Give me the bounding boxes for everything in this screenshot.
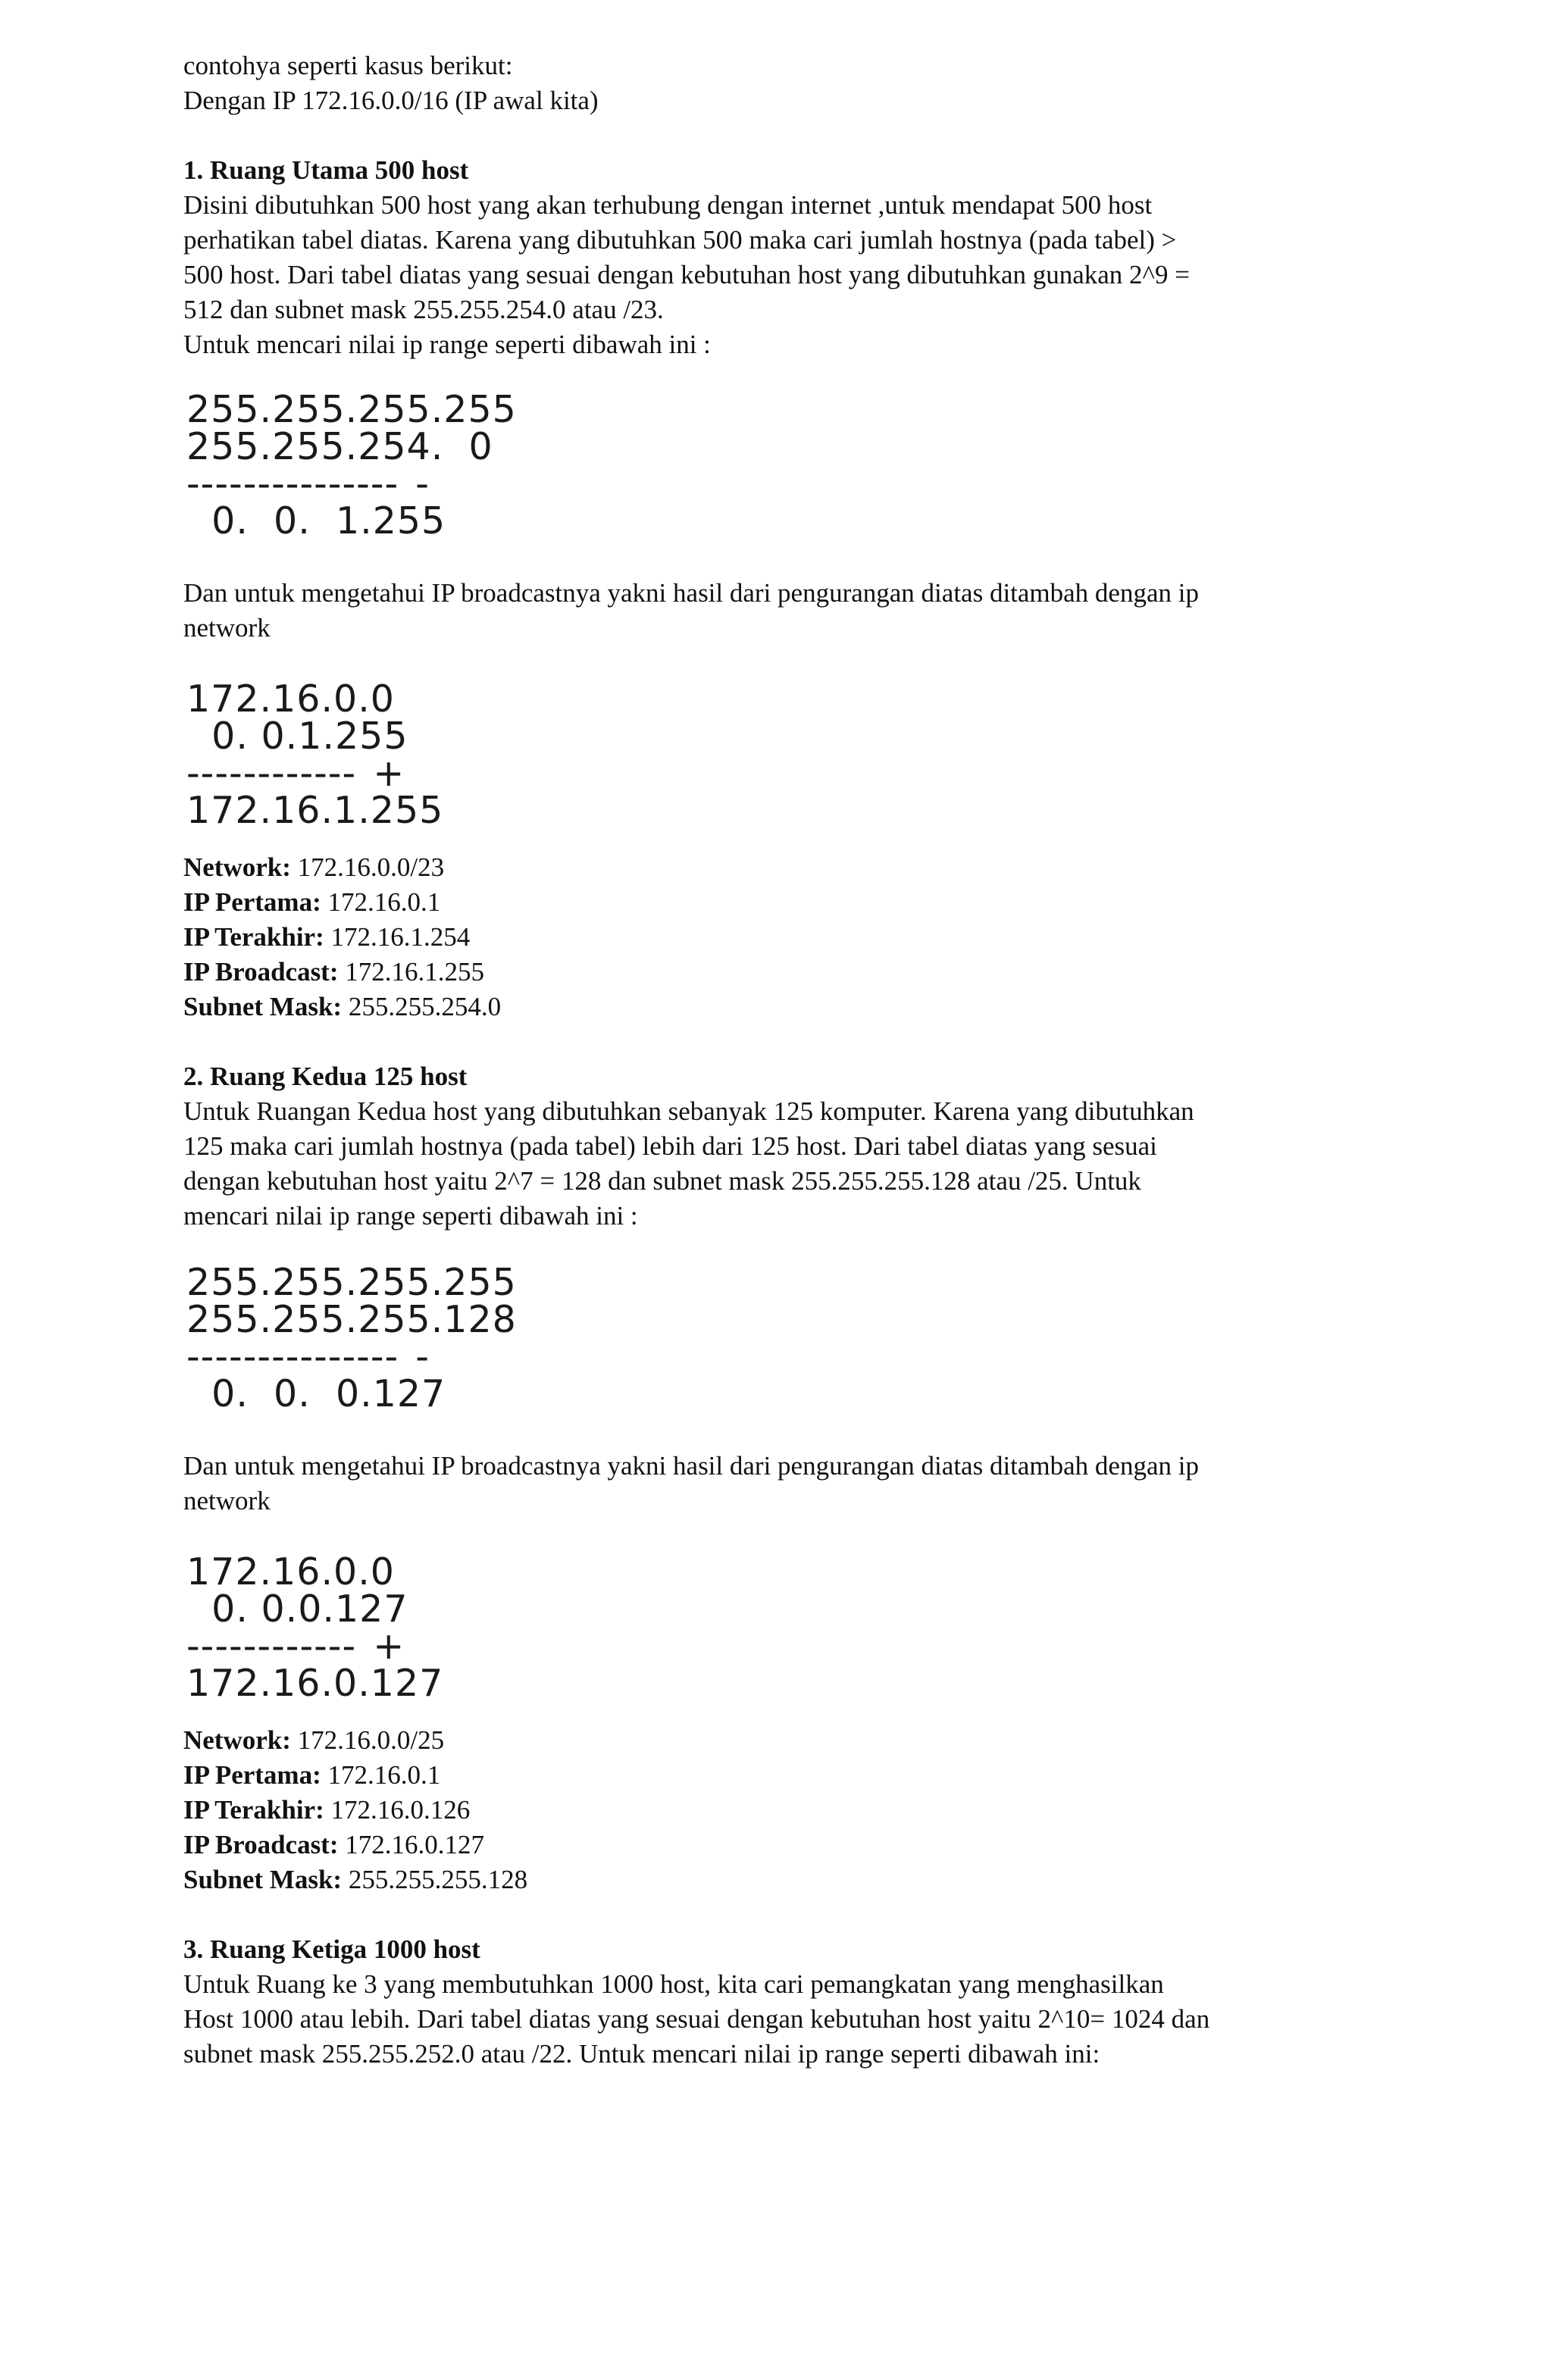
calc-row: 0. 0.1.255: [186, 715, 408, 758]
calc-row: 172.16.0.0: [186, 1550, 395, 1593]
paragraph-line: 125 maka cari jumlah hostnya (pada tabel) lebih dari 125 host. Dari tabel diatas yang sesuai: [183, 1131, 1157, 1161]
broadcast-calculation: [183, 677, 1381, 832]
paragraph-line: network: [183, 613, 271, 643]
subnet-mask-info: Subnet Mask: 255.255.254.0: [183, 992, 502, 1021]
last-ip-info: IP Terakhir: 172.16.1.254: [183, 922, 471, 952]
paragraph-line: network: [183, 1486, 271, 1515]
plus-operator: +: [373, 1625, 405, 1668]
paragraph-line: perhatikan tabel diatas. Karena yang dibutuhkan 500 maka cari jumlah hostnya (pada tabel) >: [183, 225, 1177, 255]
calc-result: 0. 0. 0.127: [186, 1372, 446, 1415]
calc-row: 0. 0.0.127: [186, 1587, 408, 1631]
subnet-calculation: [183, 388, 1381, 543]
intro-line: contohya seperti kasus berikut:: [183, 51, 513, 80]
paragraph-line: Untuk mencari nilai ip range seperti dibawah ini :: [183, 330, 711, 359]
first-ip-info: IP Pertama: 172.16.0.1: [183, 887, 441, 917]
calc-row: 255.255.255.255: [186, 388, 517, 431]
calc-result: 172.16.0.127: [186, 1662, 444, 1705]
calc-divider: --------------- -: [186, 1335, 430, 1378]
paragraph-line: dengan kebutuhan host yaitu 2^7 = 128 dan subnet mask 255.255.255.128 atau /25. Untuk: [183, 1166, 1141, 1196]
subnet-calculation: [183, 1261, 1381, 1415]
paragraph-line: Untuk Ruangan Kedua host yang dibutuhkan sebanyak 125 komputer. Karena yang dibutuhkan: [183, 1096, 1194, 1126]
paragraph-line: mencari nilai ip range seperti dibawah ini :: [183, 1201, 638, 1231]
network-info: Network: 172.16.0.0/23: [183, 852, 445, 882]
section-heading: 3. Ruang Ketiga 1000 host: [183, 1934, 480, 1964]
paragraph-line: Host 1000 atau lebih. Dari tabel diatas yang sesuai dengan kebutuhan host yaitu 2^10= 1024 dan: [183, 2004, 1210, 2034]
calc-row: 255.255.255.128: [186, 1298, 517, 1341]
calc-divider: ------------ +: [186, 1625, 405, 1668]
minus-operator: -: [415, 1335, 430, 1378]
section-heading: 1. Ruang Utama 500 host: [183, 155, 469, 185]
paragraph-line: Dan untuk mengetahui IP broadcastnya yakni hasil dari pengurangan diatas ditambah dengan ip: [183, 578, 1199, 608]
paragraph-line: 512 dan subnet mask 255.255.254.0 atau /23.: [183, 295, 664, 324]
minus-operator: -: [415, 462, 430, 505]
broadcast-info: IP Broadcast: 172.16.0.127: [183, 1830, 484, 1859]
first-ip-info: IP Pertama: 172.16.0.1: [183, 1760, 441, 1790]
calc-row: 172.16.0.0: [186, 677, 395, 721]
subnet-mask-info: Subnet Mask: 255.255.255.128: [183, 1865, 528, 1894]
paragraph-line: Dan untuk mengetahui IP broadcastnya yakni hasil dari pengurangan diatas ditambah dengan ip: [183, 1451, 1199, 1481]
paragraph-line: subnet mask 255.255.252.0 atau /22. Untuk mencari nilai ip range seperti dibawah ini:: [183, 2039, 1100, 2069]
paragraph-line: Untuk Ruang ke 3 yang membutuhkan 1000 host, kita cari pemangkatan yang menghasilkan: [183, 1969, 1164, 1999]
intro-line: Dengan IP 172.16.0.0/16 (IP awal kita): [183, 86, 599, 115]
calc-result: 0. 0. 1.255: [186, 499, 446, 543]
plus-operator: +: [373, 752, 405, 795]
broadcast-info: IP Broadcast: 172.16.1.255: [183, 957, 484, 987]
paragraph-line: 500 host. Dari tabel diatas yang sesuai dengan kebutuhan host yang dibutuhkan gunakan 2^9 =: [183, 260, 1190, 289]
network-info: Network: 172.16.0.0/25: [183, 1725, 445, 1755]
calc-row: 255.255.255.255: [186, 1261, 517, 1304]
document-page: [183, 48, 1381, 2072]
last-ip-info: IP Terakhir: 172.16.0.126: [183, 1795, 471, 1825]
section-heading: 2. Ruang Kedua 125 host: [183, 1062, 468, 1091]
calc-divider: ------------ +: [186, 752, 405, 795]
broadcast-calculation: [183, 1550, 1381, 1705]
calc-row: 255.255.254. 0: [186, 425, 493, 468]
paragraph-line: Disini dibutuhkan 500 host yang akan terhubung dengan internet ,untuk mendapat 500 host: [183, 190, 1153, 220]
calc-divider: --------------- -: [186, 462, 430, 505]
calc-result: 172.16.1.255: [186, 789, 444, 832]
